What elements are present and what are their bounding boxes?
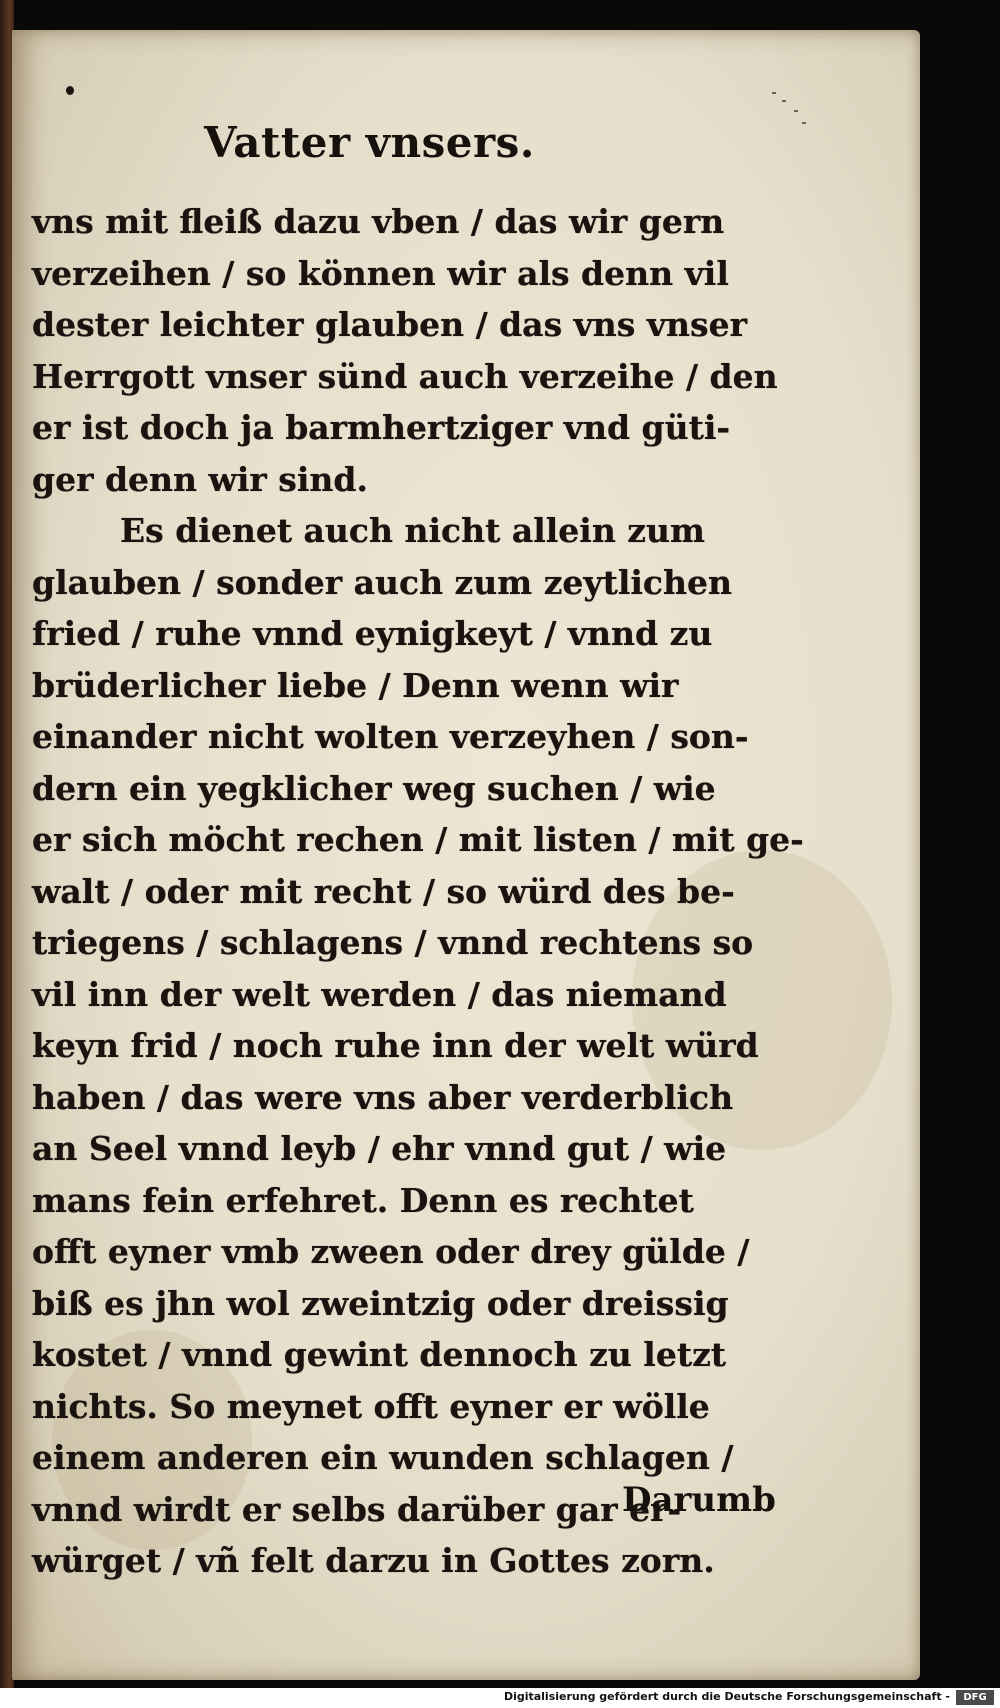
- text-line: einander nicht wolten verzeyhen / son-: [32, 717, 749, 756]
- text-line: haben / das were vns aber verderblich: [32, 1077, 734, 1117]
- text-line: dern ein yegklicher weg suchen / wie: [32, 768, 716, 808]
- text-line: vnnd wirdt er selbs darüber gar er-: [32, 1489, 682, 1529]
- text-line: keyn frid / noch ruhe inn der welt würd: [32, 1026, 759, 1065]
- pencil-marks: [772, 90, 832, 140]
- text-line: würget / vñ felt darzu in Gottes zorn.: [32, 1541, 715, 1580]
- text-block: [32, 196, 832, 1587]
- text-line: vns mit fleiß dazu vben / das wir gern: [32, 202, 725, 241]
- text-line: einem anderen ein wunden schlagen /: [32, 1438, 734, 1477]
- text-line: offt eyner vmb zween oder drey gülde /: [32, 1232, 750, 1271]
- text-line: kostet / vnnd gewint dennoch zu letzt: [32, 1335, 727, 1374]
- text-line: dester leichter glauben / das vns vnser: [32, 305, 747, 344]
- paragraph-start-line: Es dienet auch nicht allein zum: [120, 511, 705, 550]
- text-line: triegens / schlagens / vnnd rechtens so: [32, 923, 754, 962]
- text-line: glauben / sonder auch zum zeytlichen: [32, 562, 732, 602]
- text-line: er ist doch ja barmhertziger vnd güti-: [32, 408, 731, 447]
- text-line: an Seel vnnd leyb / ehr vnnd gut / wie: [32, 1129, 727, 1168]
- dfg-logo: DFG: [956, 1690, 994, 1705]
- text-line: biß es jhn wol zweintzig oder dreissig: [32, 1283, 729, 1323]
- text-line: er sich möcht rechen / mit listen / mit ge-: [32, 820, 804, 859]
- running-head: Vatter vnsers.: [204, 118, 535, 167]
- text-line: fried / ruhe vnnd eynigkeyt / vnnd zu: [32, 614, 713, 653]
- text-line: nichts. So meynet offt eyner er wölle: [32, 1386, 710, 1426]
- text-line: walt / oder mit recht / so würd des be-: [32, 871, 735, 911]
- dfg-credit-text: Digitalisierung gefördert durch die Deutsche Forschungsgemeinschaft -: [503, 1690, 950, 1703]
- text-line: ger denn wir sind.: [32, 459, 368, 499]
- ink-dot-mark: [66, 86, 74, 95]
- text-line: Herrgott vnser sünd auch verzeihe / den: [32, 356, 778, 396]
- book-page: [12, 30, 920, 1680]
- catchword: Darumb: [622, 1480, 776, 1520]
- text-line: vil inn der welt werden / das niemand: [32, 974, 727, 1014]
- text-line: verzeihen / so können wir als denn vil: [32, 253, 729, 293]
- text-line: mans fein erfehret. Denn es rechtet: [32, 1180, 694, 1220]
- text-line: brüderlicher liebe / Denn wenn wir: [32, 665, 679, 705]
